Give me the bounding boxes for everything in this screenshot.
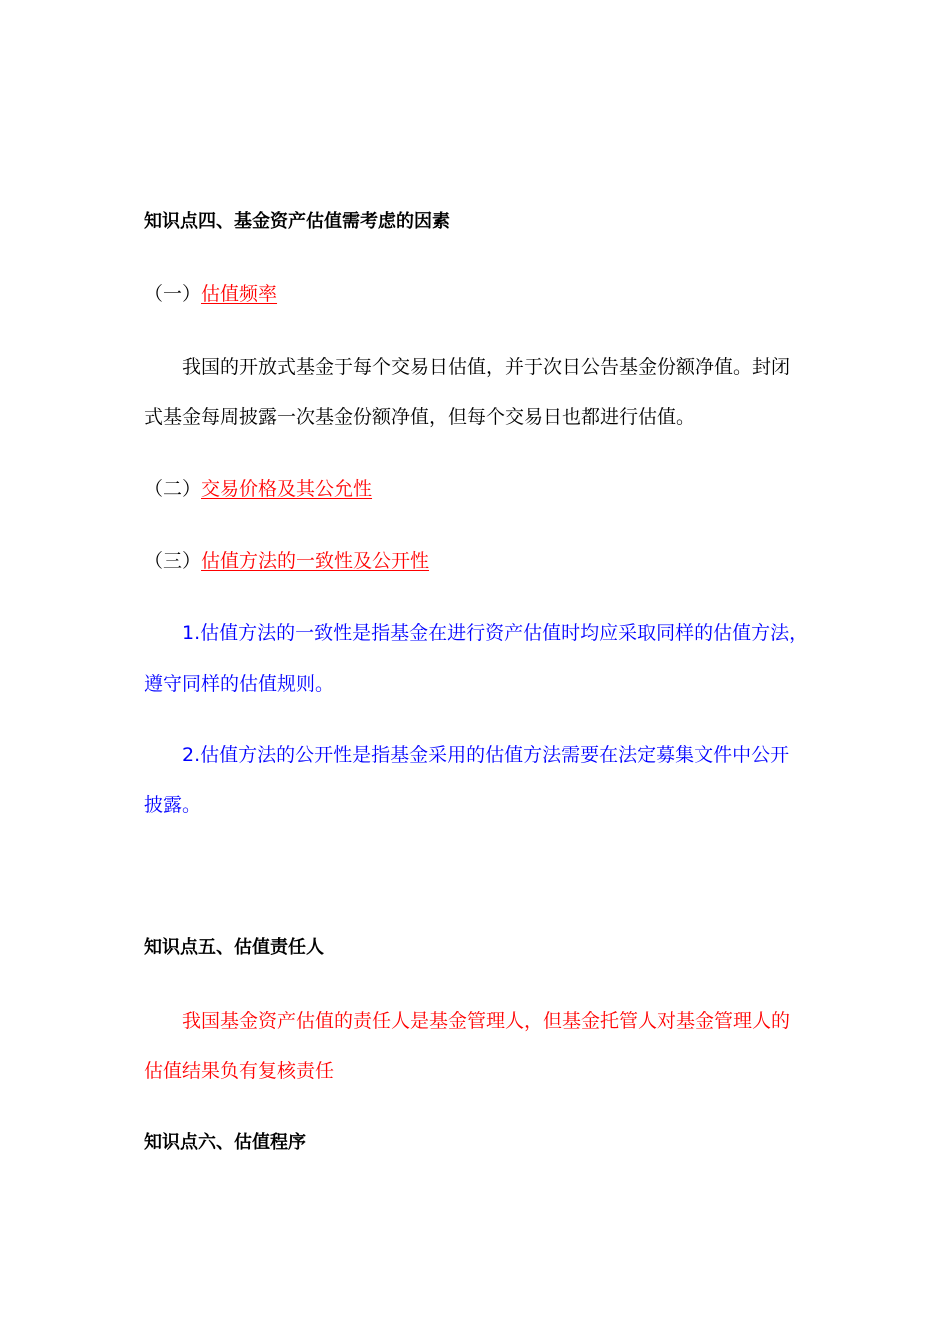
section4-item1 bbox=[144, 282, 277, 306]
section5-para-line1: 我国基金资产估值的责任人是基金管理人，但基金托管人对基金管理人的 bbox=[182, 1010, 791, 1032]
section4-point2-line1: 2.估值方法的公开性是指基金采用的估值方法需要在法定募集文件中公开 bbox=[182, 744, 790, 766]
section4-point1-line2: 遵守同样的估值规则。 bbox=[144, 673, 335, 695]
section4-point1-line1: 1.估值方法的一致性是指基金在进行资产估值时均应采取同样的估值方法， bbox=[182, 622, 809, 644]
section4-point2-line2: 披露。 bbox=[144, 794, 202, 816]
section4-heading: 知识点四、基金资产估值需考虑的因素 bbox=[144, 211, 450, 232]
section4-item1-prefix: （一） bbox=[144, 283, 202, 305]
section4-item2-prefix: （二） bbox=[144, 478, 202, 500]
section4-item1-title: 估值频率 bbox=[201, 283, 278, 305]
section4-para1-line1: 我国的开放式基金于每个交易日估值，并于次日公告基金份额净值。封闭 bbox=[182, 356, 791, 378]
section4-item2 bbox=[144, 477, 372, 501]
section4-para1-line2: 式基金每周披露一次基金份额净值，但每个交易日也都进行估值。 bbox=[144, 406, 696, 428]
section5-heading: 知识点五、估值责任人 bbox=[144, 937, 324, 958]
section4-item2-title: 交易价格及其公允性 bbox=[201, 478, 373, 500]
section5-para-line2: 估值结果负有复核责任 bbox=[144, 1060, 335, 1082]
section4-item3-title: 估值方法的一致性及公开性 bbox=[201, 550, 430, 572]
section4-item3 bbox=[144, 549, 429, 573]
section6-heading: 知识点六、估值程序 bbox=[144, 1132, 306, 1153]
section4-item3-prefix: （三） bbox=[144, 550, 202, 572]
